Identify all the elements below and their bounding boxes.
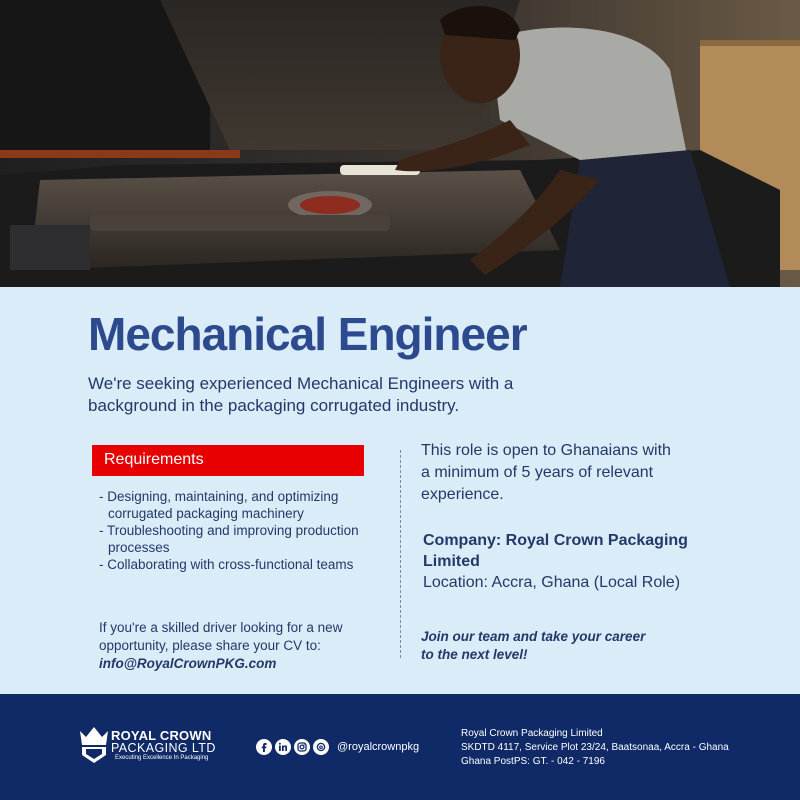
eligibility-text: This role is open to Ghanaians with a minimum of 5 years of relevant experience. [421,442,671,503]
logo-title: ROYAL CROWN [111,728,212,743]
job-title: Mechanical Engineer [88,308,527,360]
social-links [256,738,419,756]
linkedin-icon[interactable] [275,739,291,755]
instagram-icon[interactable] [294,739,310,755]
address-line: SKDTD 4117, Service Plot 23/24, Baatsonaa, Accra - Ghana [461,742,729,753]
logo-tagline: Executing Excellence In Packaging [115,755,209,761]
join-tagline: Join our team and take your career to the next level! [421,629,646,662]
address-line: Royal Crown Packaging Limited [461,728,603,739]
apply-instructions [99,619,344,673]
company-info [423,530,693,593]
threads-icon[interactable] [313,739,329,755]
address-line: Ghana PostPS: GT. - 042 - 7196 [461,756,605,767]
requirements-badge: Requirements [92,445,364,476]
facebook-icon[interactable] [256,739,272,755]
list-item: - Troubleshooting and improving production processes [99,523,359,555]
apply-text: If you're a skilled driver looking for a new opportunity, please share your CV to: [99,620,343,653]
mechanic-car-engine-photo [0,0,800,287]
crown-icon [78,725,110,765]
company-address [461,727,761,769]
company-location: Location: Accra, Ghana (Local Role) [423,574,681,591]
apply-email-link[interactable]: info@RoyalCrownPKG.com [99,656,277,671]
list-item: - Designing, maintaining, and optimizing corrugated packaging machinery [99,489,339,521]
logo-subtitle: PACKAGING LTD [111,741,216,755]
company-logo [78,725,228,765]
job-subtitle: We're seeking experienced Mechanical Engineers with a background in the packaging corrugated industry. [88,374,514,415]
hero-photo [0,0,800,287]
requirements-list [99,488,369,573]
company-name: Company: Royal Crown Packaging Limited [423,532,688,570]
column-divider [400,450,401,658]
social-handle[interactable]: @royalcrownpkg [337,741,420,753]
list-item: - Collaborating with cross-functional teams [99,557,354,572]
